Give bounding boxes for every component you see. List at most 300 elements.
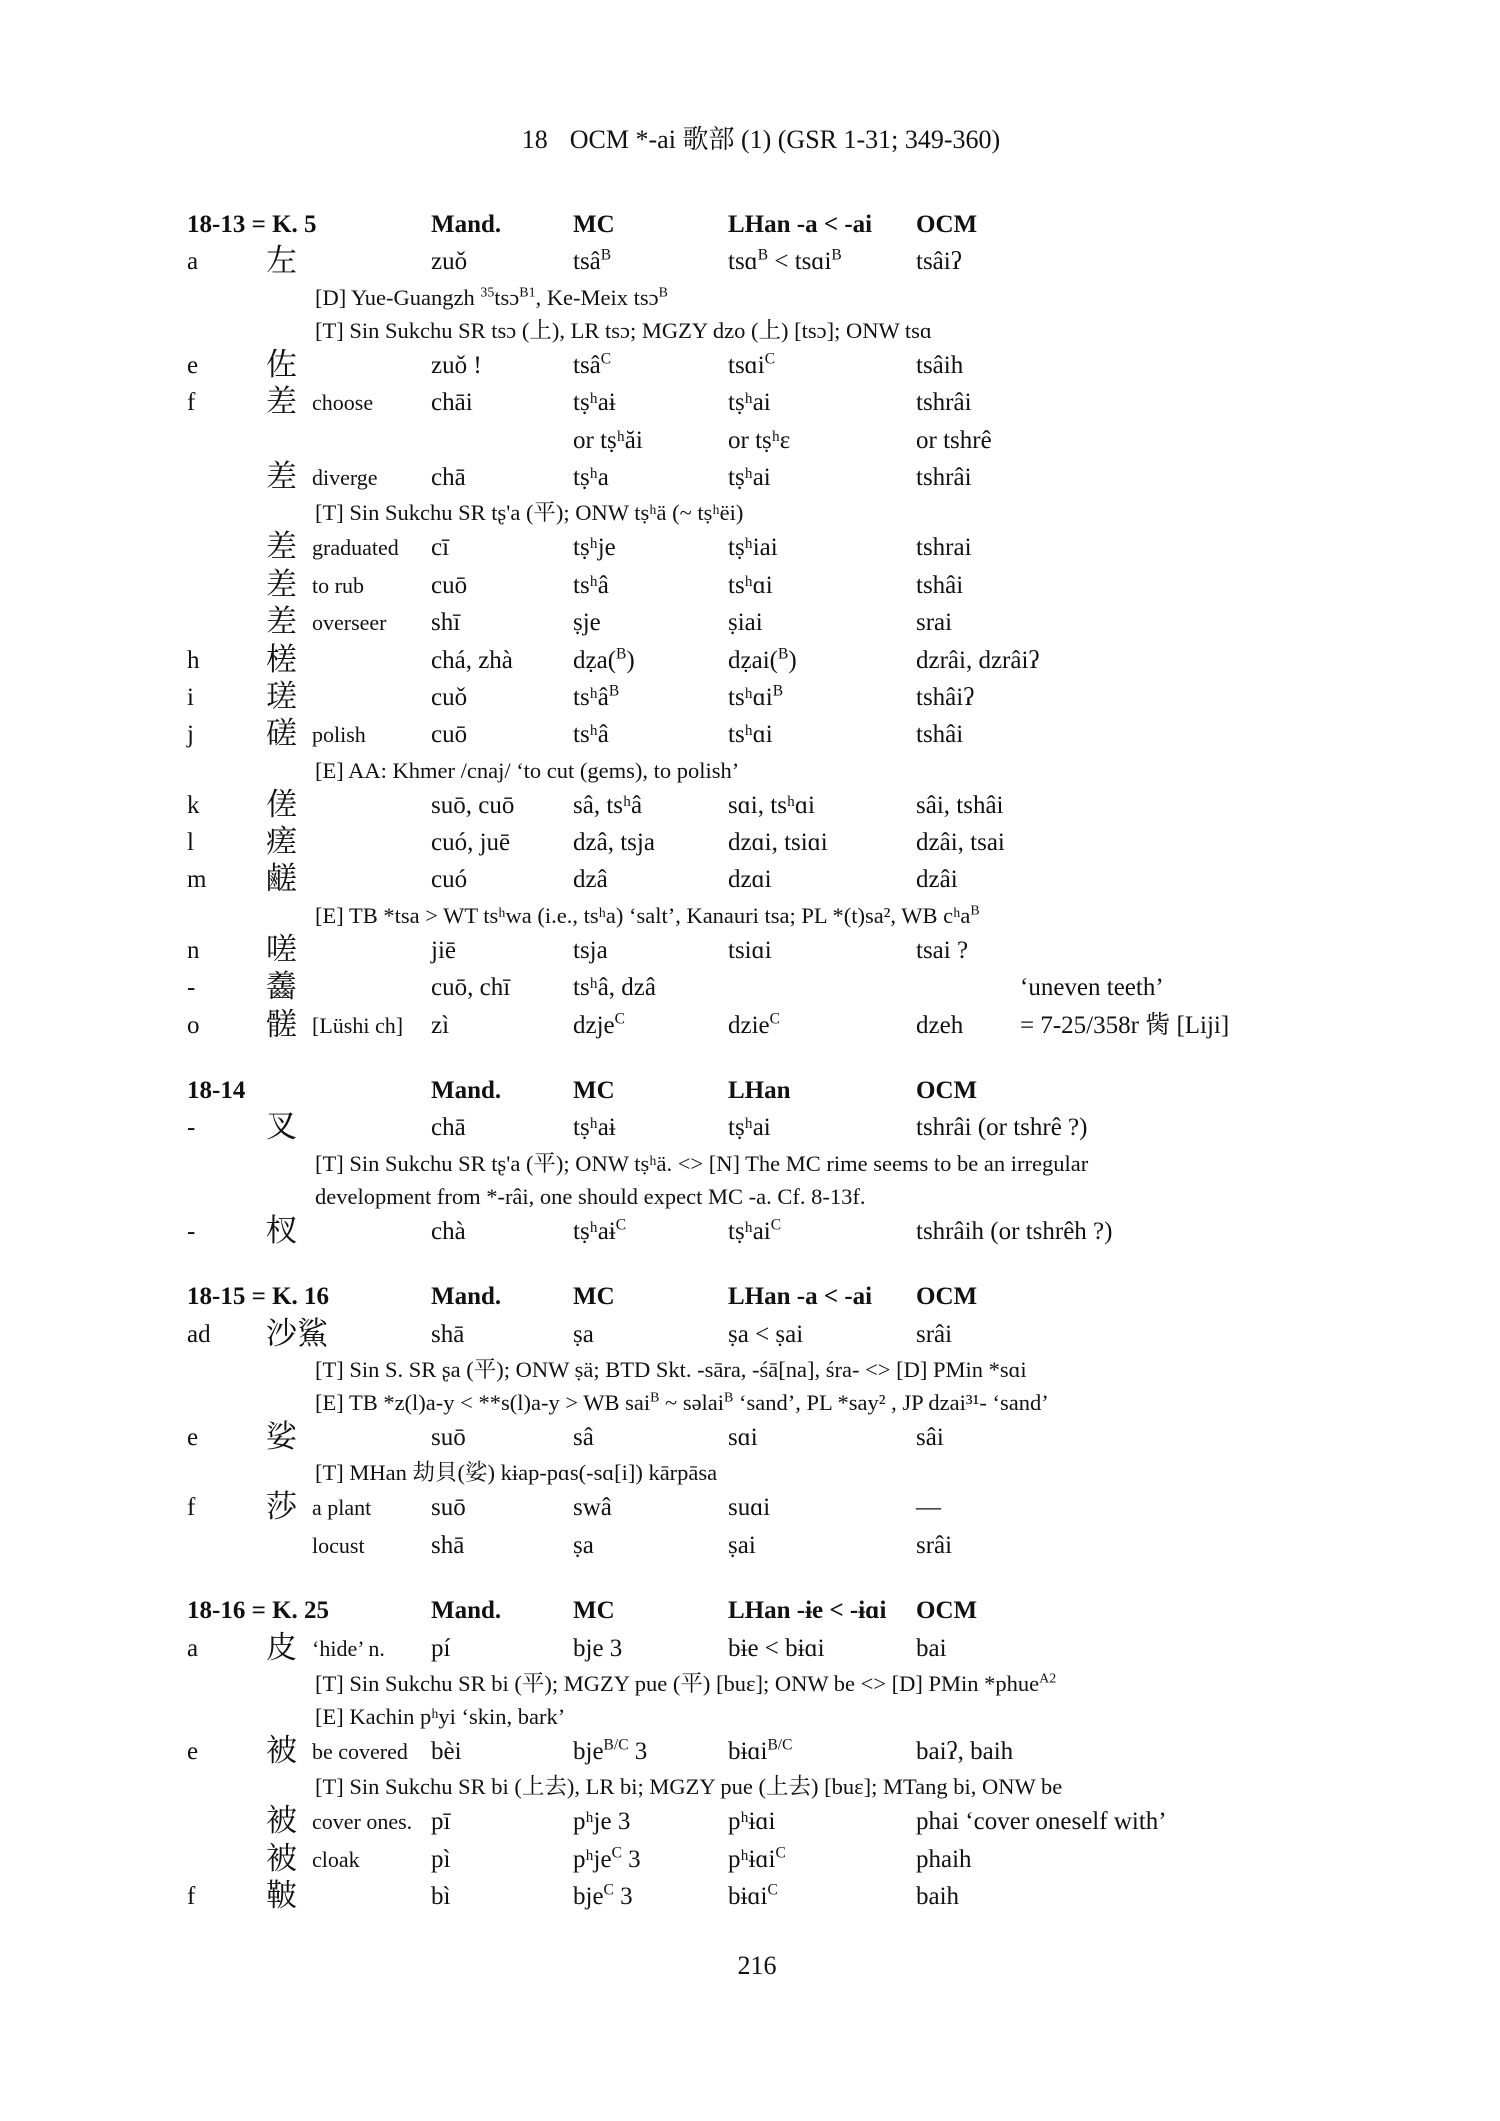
later-han-reading [728,679,916,716]
middle-chinese-reading [573,1213,728,1250]
middle-chinese-reading [573,1733,728,1770]
graph-character: 鞁 [266,1878,297,1915]
later-han-reading-heading: LHan -a < -ai [728,1283,873,1311]
text-run: < tsɑi [768,248,832,276]
entry-label: h [187,646,200,674]
entry-label-heading: 18-14 [187,1077,246,1105]
mandarin-reading: jiē [431,936,456,964]
superscript: A2 [1039,1671,1057,1687]
middle-chinese-reading-heading: MC [573,1077,615,1105]
section-heading [187,1072,1467,1109]
mandarin-reading: zì [431,1011,450,1039]
section-heading [187,1278,1467,1315]
later-han-reading [728,642,916,679]
gloss: graduated [312,535,399,561]
note-line: [T] MHan 劫貝(娑) kɨap-pɑs(-sɑ[i]) kārpāsa [315,1460,718,1486]
later-han-reading: dzɑi, tsiɑi [728,829,828,857]
superscript: B [724,1390,734,1406]
text-run: , Ke-Meix tsɔ [535,284,659,310]
superscript: B [650,1390,660,1406]
later-han-reading: or tṣʰɛ [728,426,791,454]
text-run: [T] Sin Sukchu SR bi (平); MGZY pue (平) [buɛ]; ONW be <> [D] PMin *phue [315,1670,1040,1696]
note-line [187,1667,1467,1700]
superscript: C [614,1010,625,1028]
later-han-reading: pʰɨɑi [728,1808,776,1836]
old-chinese-reading: sâi [916,1423,944,1451]
middle-chinese-reading: bje 3 [573,1634,623,1662]
old-chinese-reading: dzâi, tsai [916,829,1005,857]
later-han-reading-heading: LHan -a < -ai [728,211,873,238]
superscript: C [769,1010,780,1028]
entry-label-heading: 18-16 = K. 25 [187,1597,330,1625]
later-han-reading-heading: LHan -ɨe < -ɨɑi [728,1597,887,1625]
middle-chinese-reading: ṣa [573,1320,594,1348]
graph-character: 瘥 [266,824,297,861]
gloss: overseer [312,610,387,636]
note-line: development from *-râi, one should expect MC -a. Cf. 8-13f. [315,1183,866,1209]
graph-character: 皮 [266,1629,297,1666]
note-line: [E] AA: Khmer /cnaj/ ‘to cut (gems), to polish’ [315,757,740,783]
entry-row [187,347,1467,384]
gloss: be covered [312,1738,408,1764]
dictionary-section [187,1072,1467,1250]
entry-label: f [187,1494,196,1522]
later-han-reading: ṣiai [728,609,763,637]
mandarin-reading-heading: Mand. [431,1283,502,1311]
later-han-reading: ṣa < ṣai [728,1320,804,1348]
gloss: [Lüshi ch] [312,1012,404,1038]
mandarin-reading: shā [431,1531,465,1559]
gloss: to rub [312,572,364,598]
later-han-reading: tṣʰai [728,463,771,491]
note-line [187,899,1467,932]
gloss: a plant [312,1495,372,1521]
graph-character: 差 [266,566,297,603]
entry-row [187,679,1467,716]
graph-character: 被 [266,1840,297,1877]
entry-row [187,642,1467,679]
text-run: ) [788,646,797,674]
later-han-reading: dzɑi [728,866,772,894]
old-chinese-reading: tshâiʔ [916,683,975,711]
later-han-reading-heading: LHan [728,1077,791,1105]
entry-row [187,1803,1467,1840]
mandarin-reading: pì [431,1845,451,1873]
old-chinese-reading: baiʔ, baih [916,1737,1014,1765]
old-chinese-reading: or tshrê [916,426,992,454]
superscript: C [770,1216,782,1234]
superscript: C [603,1881,614,1899]
superscript: B [616,645,627,663]
entry-row [187,1316,1467,1353]
text-run: bɨɑi [728,1737,768,1765]
text-run: bɨɑi [728,1883,768,1911]
mandarin-reading: bèi [431,1737,462,1765]
superscript: B [831,247,842,265]
old-chinese-reading: tsâiʔ [916,248,962,276]
middle-chinese-reading [573,1007,728,1044]
middle-chinese-reading [573,642,728,679]
graph-character: 差 [266,604,297,641]
entry-label: f [187,389,196,417]
old-chinese-reading-heading: OCM [916,1283,978,1311]
graph-character: 槎 [266,641,297,678]
graph-character: 磋 [266,716,297,753]
gloss: choose [312,390,374,416]
middle-chinese-reading: dzâ [573,866,608,894]
later-han-reading [728,243,916,280]
later-han-reading [728,1007,916,1044]
dictionary-section [187,206,1467,1044]
text-run: ‘sand’, PL *say² , JP dzai³¹- ‘sand’ [733,1389,1049,1415]
old-chinese-reading-heading: OCM [916,1077,978,1105]
middle-chinese-reading: tṣʰaɨ [573,389,616,417]
graph-character: 左 [266,243,297,280]
middle-chinese-reading-heading: MC [573,211,615,238]
entry-row [187,1419,1467,1456]
middle-chinese-reading: tṣʰje [573,534,616,562]
middle-chinese-reading-heading: MC [573,1597,615,1625]
text-run: 3 [628,1737,648,1765]
old-chinese-reading: srai [916,609,953,637]
entry-row [187,1841,1467,1878]
superscript: B/C [603,1736,629,1754]
text-run: tsɑi [728,351,765,379]
later-han-reading: tṣʰai [728,389,771,417]
middle-chinese-reading: tsʰâ [573,571,609,599]
middle-chinese-reading [573,347,728,384]
dictionary-section [187,1278,1467,1564]
gloss: polish [312,722,366,748]
old-chinese-reading: tshrâi [916,463,972,491]
old-chinese-reading: srâi [916,1320,953,1348]
text-run: 3 [621,1845,641,1873]
chapter-title: OCM *-ai 歌部 (1) (GSR 1-31; 349-360) [569,125,1001,154]
mandarin-reading: cuō, chī [431,974,511,1002]
old-chinese-reading: tshâi [916,721,964,749]
text-run: tsʰâ [573,683,609,711]
entry-row [187,861,1467,898]
entry-label: - [187,1217,196,1245]
later-han-reading: sɑi, tsʰɑi [728,791,815,819]
mandarin-reading: cuō [431,721,468,749]
entry-row [187,1527,1467,1564]
mandarin-reading: chā [431,1114,466,1142]
text-run: dzie [728,1011,770,1039]
mandarin-reading: chā [431,463,466,491]
entry-label: n [187,936,200,964]
text-run: bje [573,1737,604,1765]
later-han-reading [728,1213,916,1250]
entry-label: m [187,866,207,894]
note-line [187,1386,1467,1419]
comment: ‘uneven teeth’ [1020,974,1164,1002]
middle-chinese-reading: pʰje 3 [573,1808,631,1836]
mandarin-reading: suō [431,1494,466,1522]
middle-chinese-reading: tsʰâ, dzâ [573,974,656,1002]
entry-row [187,384,1467,421]
entry-row [187,1109,1467,1146]
entry-row [187,932,1467,969]
old-chinese-reading: — [916,1494,941,1522]
entry-row [187,1489,1467,1526]
entry-label: a [187,1634,199,1662]
text-run: bje [573,1883,604,1911]
graph-character: 佐 [266,346,297,383]
text-run: pʰɨɑi [728,1845,776,1873]
comment: = 7-25/358r 胔 [Liji] [1020,1011,1230,1039]
superscript: B [970,903,980,919]
gloss: locust [312,1532,365,1558]
text-run: tsʰɑi [728,683,773,711]
middle-chinese-reading: dzâ, tsja [573,829,655,857]
entry-row [187,604,1467,641]
later-han-reading: ṣai [728,1531,756,1559]
mandarin-reading: cuǒ [431,683,468,711]
old-chinese-reading: tshâi [916,571,964,599]
entry-label: f [187,1883,196,1911]
mandarin-reading: cuó, juē [431,829,511,857]
later-han-reading [728,1733,916,1770]
old-chinese-reading-heading: OCM [916,211,978,238]
mandarin-reading: shā [431,1320,465,1348]
entry-label-heading: 18-13 = K. 5 [187,211,317,238]
middle-chinese-reading: swâ [573,1494,612,1522]
entry-label: ad [187,1320,211,1348]
middle-chinese-reading [573,1841,728,1878]
middle-chinese-reading: tṣʰa [573,463,609,491]
gloss: ‘hide’ n. [312,1635,385,1661]
old-chinese-reading: tsai ? [916,936,969,964]
entry-label: - [187,1114,196,1142]
entry-row [187,422,1467,459]
entry-row [187,243,1467,280]
later-han-reading [728,347,916,384]
mandarin-reading: suō [431,1423,466,1451]
mandarin-reading: shī [431,609,461,637]
text-run: dzje [573,1011,615,1039]
entry-row [187,969,1467,1006]
entry-label: a [187,248,199,276]
middle-chinese-reading [573,243,728,280]
graph-character: 差 [266,458,297,495]
middle-chinese-reading [573,1878,728,1915]
text-run: [E] TB *z(l)a-y < **s(l)a-y > WB sai [315,1389,651,1415]
superscript: C [767,1881,778,1899]
entry-row [187,716,1467,753]
entry-row [187,787,1467,824]
middle-chinese-reading: or tṣʰăi [573,426,643,454]
superscript: B [777,645,789,663]
entry-label: e [187,351,199,379]
running-head [461,120,1061,160]
graph-character: 被 [266,1803,297,1840]
gloss: diverge [312,464,378,490]
mandarin-reading-heading: Mand. [431,1597,502,1625]
text-run: [E] TB *tsa > WT tsʰwa (i.e., tsʰa) ‘salt’, Kanauri tsa; PL *(t)sa², WB cʰa [315,902,971,928]
dictionary-sections [187,206,1467,1916]
mandarin-reading-heading: Mand. [431,211,502,238]
graph-character: 娑 [266,1418,297,1455]
chapter-number: 18 [521,125,548,154]
graph-character: 差 [266,529,297,566]
text-run: 3 [613,1883,633,1911]
old-chinese-reading: tsâih [916,351,964,379]
entry-row [187,824,1467,861]
mandarin-reading: zuǒ [431,248,468,276]
entry-label: j [187,721,194,749]
mandarin-reading: cī [431,534,450,562]
old-chinese-reading: phaih [916,1845,972,1873]
later-han-reading: tsʰɑi [728,721,773,749]
note-line: [E] Kachin pʰyi ‘skin, bark’ [315,1703,566,1729]
mandarin-reading: bì [431,1883,451,1911]
old-chinese-reading: tshrâi (or tshrê ?) [916,1114,1088,1142]
old-chinese-reading: dzrâi, dzrâiʔ [916,646,1040,674]
section-heading [187,206,1467,243]
text-run: [D] Yue-Guangzh [315,284,481,310]
entry-label: e [187,1423,199,1451]
mandarin-reading: zuǒ ! [431,351,482,379]
note-line: [T] Sin S. SR ʂa (平); ONW ṣä; BTD Skt. -sāra, -śā[na], śra- <> [D] PMin *sɑi [315,1356,1027,1382]
mandarin-reading-heading: Mand. [431,1077,502,1105]
note-line [187,281,1467,314]
superscript: C [764,350,776,368]
graph-character: 差 [266,384,297,421]
old-chinese-reading: dzâi [916,866,958,894]
superscript: C [600,350,612,368]
gloss: cover ones. [312,1809,413,1835]
mandarin-reading: pī [431,1808,451,1836]
graph-character: 瑳 [266,678,297,715]
later-han-reading: tṣʰai [728,1114,771,1142]
mandarin-reading: cuó [431,866,468,894]
note-line: [T] Sin Sukchu SR tsɔ (上), LR tsɔ; MGZY dzo (上) [tsɔ]; ONW tsɑ [315,317,932,343]
gloss: cloak [312,1846,360,1872]
entry-label: l [187,829,194,857]
middle-chinese-reading: sâ [573,1423,594,1451]
entry-row [187,1630,1467,1667]
superscript: B1 [519,285,536,301]
mandarin-reading: chà [431,1217,466,1245]
old-chinese-reading: tshrâih (or tshrêh ?) [916,1217,1113,1245]
graph-character: 被 [266,1732,297,1769]
graph-character: 齹 [266,969,297,1006]
superscript: 35 [480,285,495,301]
middle-chinese-reading-heading: MC [573,1283,615,1311]
middle-chinese-reading: ṣje [573,609,601,637]
dictionary-section [187,1592,1467,1915]
entry-row [187,529,1467,566]
text-run: tṣʰaɨ [573,1217,616,1245]
text-run: dẓa( [573,646,617,674]
entry-row [187,1878,1467,1915]
page-number: 216 [737,1951,777,1980]
text-run: tsâ [573,351,601,379]
entry-row [187,567,1467,604]
section-heading [187,1592,1467,1629]
later-han-reading: tsʰɑi [728,571,773,599]
entry-label: e [187,1737,199,1765]
middle-chinese-reading: sâ, tsʰâ [573,791,643,819]
middle-chinese-reading: tsja [573,936,608,964]
middle-chinese-reading [573,679,728,716]
note-line: [T] Sin Sukchu SR tʂ'a (平); ONW tṣʰä (~ tṣʰëi) [315,500,744,526]
text-run: tsɑ [728,248,758,276]
old-chinese-reading: bai [916,1634,947,1662]
mandarin-reading: chá, zhà [431,646,513,674]
old-chinese-reading: tshrâi [916,389,972,417]
later-han-reading: tṣʰiai [728,534,778,562]
mandarin-reading: chāi [431,389,473,417]
later-han-reading: suɑi [728,1494,771,1522]
old-chinese-reading: tshrai [916,534,972,562]
superscript: B [600,247,612,265]
graph-character: 鹺 [266,861,297,898]
note-line: [T] Sin Sukchu SR bi (上去), LR bi; MGZY pue (上去) [buɛ]; MTang bi, ONW be [315,1774,1063,1800]
superscript: B [757,247,769,265]
entry-row [187,1213,1467,1250]
middle-chinese-reading: tṣʰaɨ [573,1114,616,1142]
superscript: B [608,682,620,700]
entry-label: k [187,791,200,819]
graph-character: 叉 [266,1109,297,1146]
middle-chinese-reading: tsʰâ [573,721,609,749]
entry-row [187,459,1467,496]
later-han-reading: bɨe < bɨɑi [728,1634,825,1662]
later-han-reading [728,1878,916,1915]
entry-label: o [187,1011,200,1039]
old-chinese-reading: baih [916,1883,960,1911]
old-chinese-reading: sâi, tshâi [916,791,1004,819]
text-run: dẓai( [728,646,778,674]
middle-chinese-reading: ṣa [573,1531,594,1559]
old-chinese-reading: srâi [916,1531,953,1559]
text-run: pʰje [573,1845,612,1873]
entry-label: - [187,974,196,1002]
old-chinese-reading: phai ‘cover oneself with’ [916,1808,1167,1836]
later-han-reading: tsiɑi [728,936,772,964]
superscript: C [615,1216,627,1234]
text-run: tsɔ [494,284,520,310]
mandarin-reading: suō, cuō [431,791,515,819]
note-line: [T] Sin Sukchu SR tʂ'a (平); ONW tṣʰä. <> [N] The MC rime seems to be an irregular [315,1150,1089,1176]
entry-row [187,1733,1467,1770]
entry-label-heading: 18-15 = K. 16 [187,1283,330,1311]
old-chinese-reading-heading: OCM [916,1597,978,1625]
graph-character: 沙鯊 [266,1315,328,1352]
mandarin-reading: cuō [431,571,468,599]
graph-character: 莎 [266,1489,297,1526]
mandarin-reading: pí [431,1634,451,1662]
later-han-reading [728,1841,916,1878]
text-run: tsâ [573,248,601,276]
superscript: C [611,1844,622,1862]
graph-character: 傞 [266,786,297,823]
graph-character: 嗟 [266,931,297,968]
text-run: ~ səlai [659,1389,725,1415]
graph-character: 杈 [266,1212,297,1249]
text-run: tṣʰai [728,1217,771,1245]
entry-row [187,1007,1467,1044]
text-run: ) [626,646,635,674]
superscript: B [658,285,668,301]
graph-character: 髊 [266,1006,297,1043]
old-chinese-reading: dzeh [916,1011,964,1039]
superscript: B [772,682,784,700]
entry-label: i [187,683,194,711]
superscript: B/C [767,1736,793,1754]
